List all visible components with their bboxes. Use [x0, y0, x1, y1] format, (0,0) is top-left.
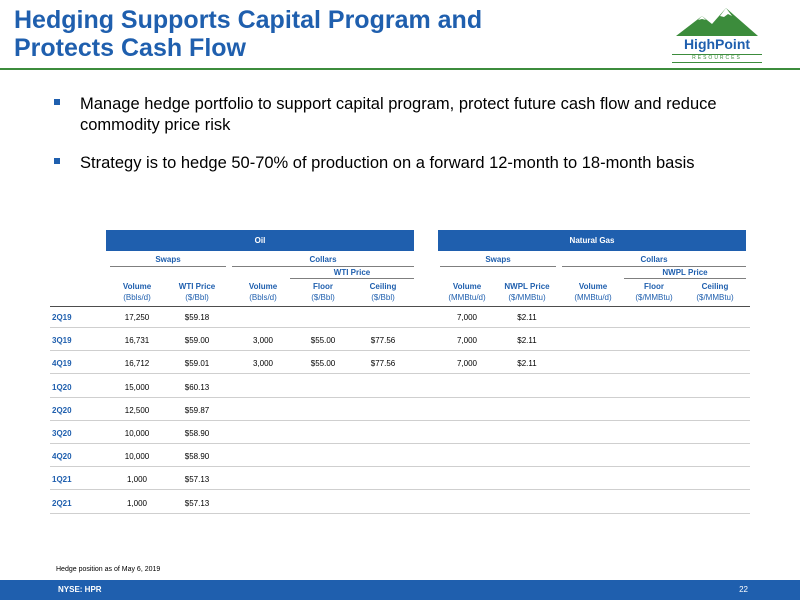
gas-header-band: Natural Gas: [438, 230, 746, 251]
col-unit: ($/Bbl): [311, 293, 335, 302]
bullet-item: [54, 94, 734, 136]
col-unit: (Bbls/d): [123, 293, 151, 302]
col-unit: (Bbls/d): [249, 293, 277, 302]
table-cell: 10,000: [124, 429, 150, 438]
oil-collars-label: Collars: [309, 255, 337, 264]
row-period: 3Q19: [52, 336, 72, 346]
footer-bar: [0, 580, 800, 600]
col-header: Ceiling: [369, 282, 397, 291]
ticker: NYSE: HPR: [58, 585, 102, 594]
table-cell: 10,000: [124, 452, 150, 462]
row-period: 3Q20: [52, 429, 72, 438]
table-cell: $2.11: [517, 336, 537, 346]
header-rule: [562, 266, 746, 267]
table-cell: 3,000: [252, 359, 274, 369]
col-header: Volume: [122, 282, 152, 291]
header-rule: [624, 278, 746, 279]
row-period: 2Q19: [52, 313, 72, 322]
table-cell: 12,500: [124, 405, 150, 415]
bullet-item: [54, 153, 734, 174]
table-cell: 1,000: [126, 475, 148, 485]
nwpl-price-label: NWPL Price: [662, 268, 708, 277]
table-cell: $60.13: [184, 382, 210, 392]
col-header: WTI Price: [178, 282, 216, 291]
table-cell: $55.00: [310, 336, 336, 346]
row-period: 1Q21: [52, 475, 72, 485]
table-cell: $55.00: [310, 359, 336, 369]
row-divider: [50, 466, 750, 467]
table-cell: $57.13: [184, 475, 210, 485]
table-cell: $2.11: [517, 359, 537, 369]
wti-price-label: WTI Price: [333, 268, 371, 277]
title-line-1: Hedging Supports Capital Program and: [14, 6, 483, 34]
table-cell: $59.00: [184, 336, 210, 346]
row-divider: [50, 443, 750, 444]
col-unit: ($/MMBtu): [508, 293, 546, 302]
table-cell: $59.18: [184, 313, 210, 322]
title-divider: [0, 68, 800, 70]
logo-name: HighPoint: [683, 36, 751, 52]
header-rule: [110, 266, 226, 267]
page-number: 22: [739, 585, 748, 594]
row-divider: [50, 489, 750, 490]
gas-swaps-label: Swaps: [485, 255, 511, 264]
header-rule: [232, 266, 414, 267]
bullet-text: Strategy is to hedge 50-70% of production on a forward 12-month to 18-month basis: [80, 154, 695, 172]
table-cell: $58.90: [184, 452, 210, 462]
table-cell: $77.56: [370, 336, 396, 346]
row-period: 2Q21: [52, 498, 72, 508]
col-unit: ($/MMBtu): [696, 293, 734, 302]
col-header: Volume: [578, 282, 608, 291]
col-unit: ($/Bbl): [371, 293, 395, 302]
table-cell: $59.87: [184, 405, 210, 415]
mountain-icon: [664, 6, 770, 38]
col-header: NWPL Price: [504, 282, 550, 291]
square-bullet-icon: [54, 158, 60, 164]
row-period: 4Q20: [52, 452, 72, 462]
oil-swaps-label: Swaps: [155, 255, 181, 264]
col-unit: ($/MMBtu): [635, 293, 673, 302]
table-cell: 7,000: [456, 313, 478, 322]
row-period: 4Q19: [52, 359, 72, 369]
row-divider: [50, 397, 750, 398]
table-cell: 7,000: [456, 359, 478, 369]
row-divider: [50, 327, 750, 328]
header-rule: [290, 278, 414, 279]
row-divider: [50, 373, 750, 374]
header-rule: [440, 266, 556, 267]
row-divider: [50, 513, 750, 514]
table-cell: 15,000: [124, 382, 150, 392]
col-header: Volume: [248, 282, 278, 291]
table-cell: $2.11: [517, 313, 537, 322]
row-period: 1Q20: [52, 382, 72, 392]
table-cell: 17,250: [124, 313, 150, 322]
table-cell: $59.01: [184, 359, 210, 369]
header-bottom-rule: [50, 306, 750, 307]
table-cell: 1,000: [126, 498, 148, 508]
col-header: Volume: [452, 282, 482, 291]
oil-header-band: Oil: [106, 230, 414, 251]
table-cell: $57.13: [184, 498, 210, 508]
gas-collars-label: Collars: [640, 255, 668, 264]
company-logo: [664, 6, 770, 66]
table-cell: 3,000: [252, 336, 274, 346]
col-unit: (MMBtu/d): [574, 293, 612, 302]
footnote: Hedge position as of May 6, 2019: [56, 566, 161, 573]
col-unit: (MMBtu/d): [448, 293, 486, 302]
col-header: Floor: [644, 282, 664, 291]
col-unit: ($/Bbl): [185, 293, 209, 302]
col-header: Floor: [313, 282, 333, 291]
bullet-list: [54, 94, 734, 191]
row-divider: [50, 350, 750, 351]
table-cell: 7,000: [456, 336, 478, 346]
bullet-text: Manage hedge portfolio to support capital program, protect future cash flow and reduce commodity price risk: [80, 95, 717, 134]
row-period: 2Q20: [52, 405, 72, 415]
col-header: Ceiling: [701, 282, 729, 291]
row-divider: [50, 420, 750, 421]
slide-title: [14, 6, 574, 62]
table-cell: 16,731: [124, 336, 150, 346]
square-bullet-icon: [54, 99, 60, 105]
title-line-2: Protects Cash Flow: [14, 34, 246, 62]
table-cell: 16,712: [124, 359, 150, 369]
logo-subtitle: RESOURCES: [672, 54, 762, 63]
table-cell: $58.90: [184, 429, 210, 438]
table-cell: $77.56: [370, 359, 396, 369]
